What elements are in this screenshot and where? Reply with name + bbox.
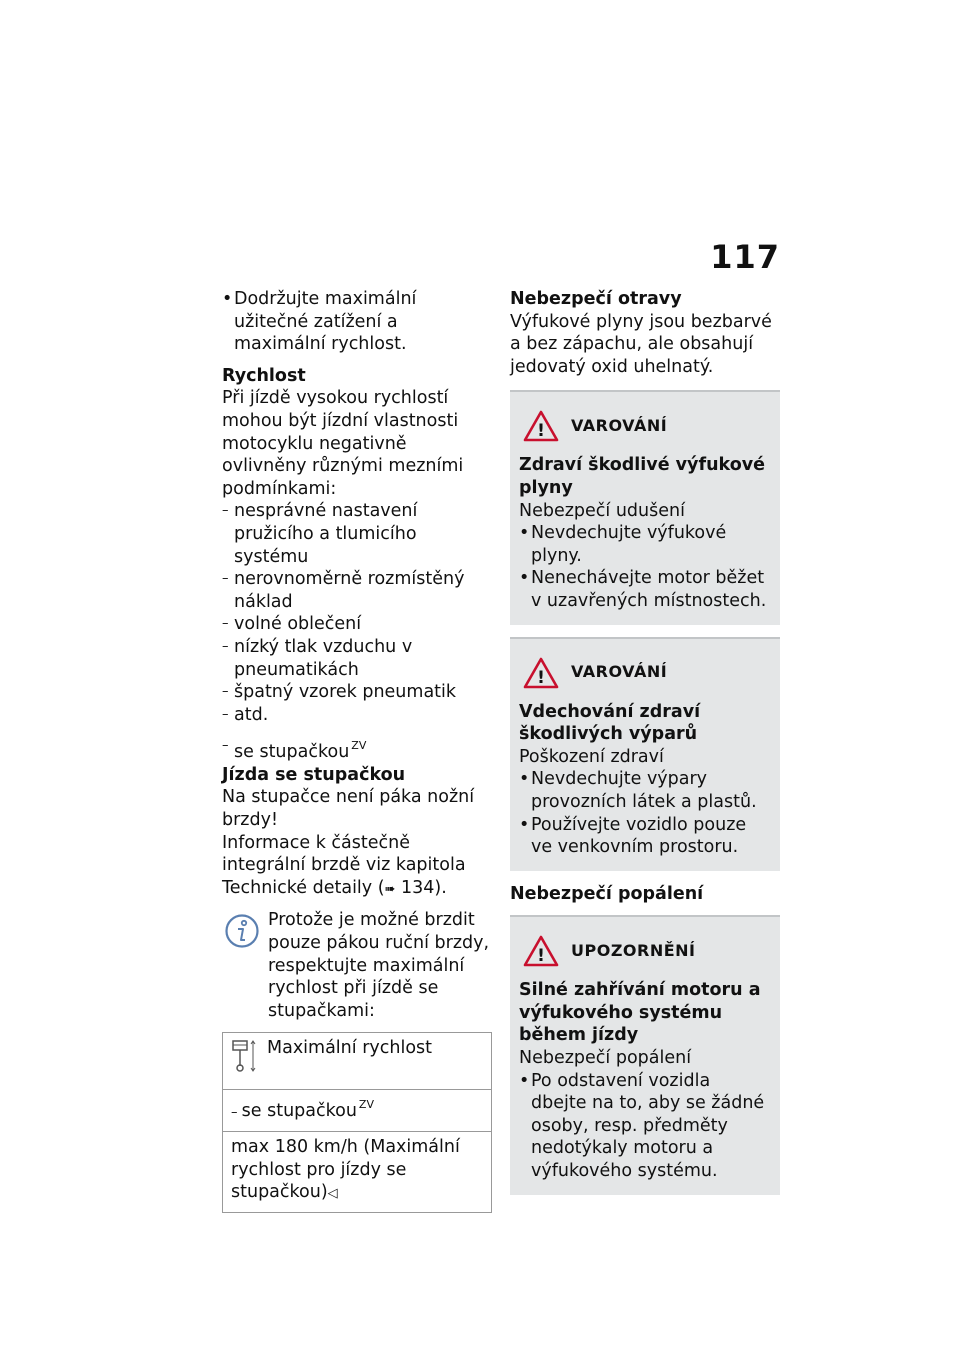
warning-triangle-icon [523,657,559,689]
variant-sup: ZV [351,739,367,753]
footrest-heading: Jízda se stupačkou [222,764,406,785]
burn-heading: Nebezpečí popálení [510,883,704,904]
caution-label: UPOZORNĚNÍ [571,940,696,960]
speed-table-value [223,1132,492,1213]
poison-text: Výfukové plyny jsou bezbarvé a bez zápachu, ale obsahují jedovatý oxid uhelnatý. [510,311,772,377]
list-item: • Nevdechujte výpary provozních látek a plastů. [519,768,771,813]
warning-header [519,410,771,442]
end-mark: ◁ [327,1186,338,1202]
intro-bullet: • Dodržujte maximální užitečné zatížení a maximální rychlost. [222,288,492,356]
warning-box-1 [510,390,780,624]
list-item: – špatný vzorek pneumatik [222,681,492,704]
list-item: • Nenechávejte motor běžet v uzavřených místnostech. [519,567,771,612]
warning-label: VAROVÁNÍ [571,662,668,682]
info-note [222,909,492,1022]
warning-box-2 [510,637,780,871]
speed-table-header-label: Maximální rychlost [267,1038,433,1059]
caution-title: Silné zahřívání motoru a výfukového systému během jízdy [519,980,761,1046]
speed-heading: Rychlost [222,365,306,386]
caution-box [510,915,780,1194]
value-text: max 180 km/h (Maximální rychlost pro jízdy se stupačkou) [231,1137,460,1203]
footrest-text2 [222,832,492,902]
warning-hazard: Nebezpečí udušení [519,500,685,521]
variant-label: se stupačkou [234,742,350,763]
warning-triangle-icon [523,935,559,967]
caution-header [519,935,771,967]
list-item: • Používejte vozidlo pouze ve venkovním prostoru. [519,814,771,859]
warning-header [519,657,771,689]
list-item: • Po odstavení vozidla dbejte na to, aby se žádné osoby, resp. předměty nedotýkaly motoru a výfukového systému. [519,1070,771,1183]
list-item: – volné oblečení [222,613,492,636]
warning-title: Zdraví škodlivé výfukové plyny [519,455,766,498]
warning-hazard: Poškození zdraví [519,746,664,767]
warning-triangle-icon [523,410,559,442]
speed-table [222,1032,492,1212]
svg-text:!: ! [537,946,545,967]
info-icon [224,913,260,949]
list-item: – nízký tlak vzduchu v pneumatikách [222,636,492,681]
list-item: • Nevdechujte výfukové plyny. [519,522,771,567]
left-column [222,288,492,1213]
caution-hazard: Nebezpečí popálení [519,1048,692,1069]
warning-label: VAROVÁNÍ [571,416,668,436]
variant-item [222,735,492,764]
footrest-text2-body: Informace k částečně integrální brzdě viz kapitola Technické detaily ( [222,832,466,898]
warning-title: Vdechování zdraví škodlivých výparů [519,701,701,745]
footrest-page-ref[interactable]: 134). [401,877,447,898]
list-item: – atd. [222,704,492,727]
speed-text: Při jízdě vysokou rychlostí mohou být jízdní vlastnosti motocyklu negativně ovlivněny různými mezními podmínkami: [222,388,464,499]
conditions-list [222,500,492,726]
row-sup: ZV [358,1098,374,1112]
speed-table-header [223,1033,492,1090]
row-label-text: se stupačkou [241,1101,357,1122]
page-number: 117 [710,238,780,276]
svg-text:!: ! [537,667,545,688]
list-item: – nesprávné nastavení pružicího a tlumicího systému [222,500,492,568]
right-column [510,288,780,1207]
note-text: Protože je možné brzdit pouze pákou ruční brzdy, respektujte maximální rychlost při jízdě se stupačkami: [268,910,490,1021]
footrest-text1: Na stupačce není páka nožní brzdy! [222,787,475,831]
poison-heading: Nebezpečí otravy [510,289,682,309]
list-item: – nerovnoměrně rozmístěný náklad [222,568,492,613]
speed-table-row-label: – se stupačkou $^{ZV}$ [223,1090,492,1132]
piston-icon [231,1039,257,1073]
svg-text:!: ! [537,421,545,442]
page-ref-arrow-icon: ➠ [384,881,396,897]
